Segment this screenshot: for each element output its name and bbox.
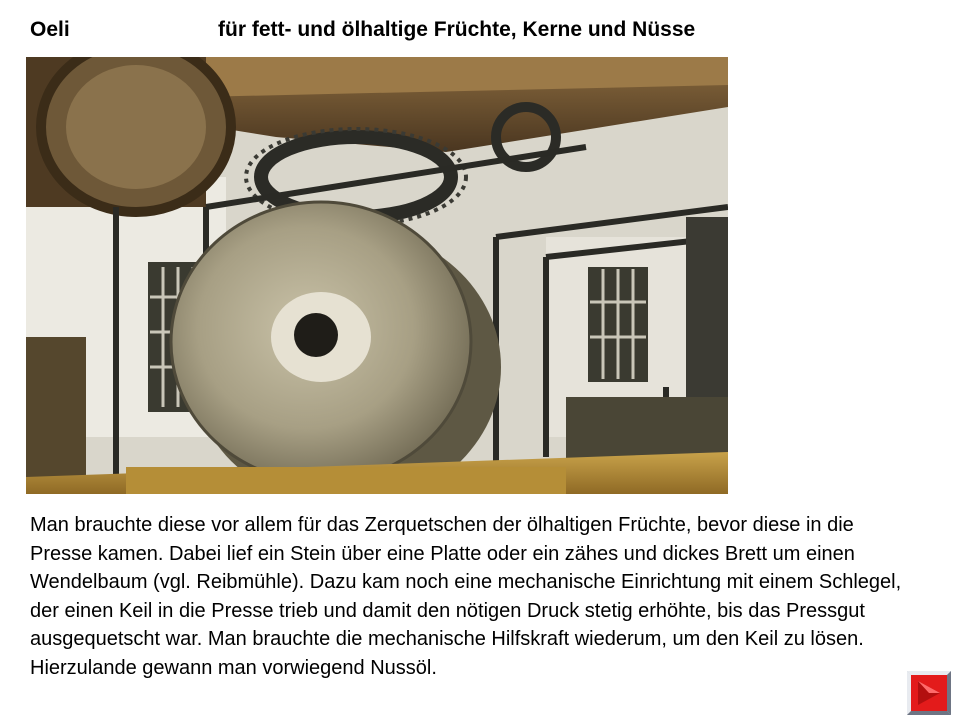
next-slide-button[interactable] [907,671,951,715]
description-paragraph: Man brauchte diese vor allem für das Zerquetschen der ölhaltigen Früchte, bevor diese in die Presse kamen. Dabei lief ein Stein über eine Platte oder ein zähes und dickes Brett um einen Wendelbaum (vgl. Reibmühle). Dazu kam noch eine mechanische Einrichtung mit einem Schlegel, der einen Keil in die Presse trieb und damit den nötigen Druck stetig erhöhte, bis das Pressgut ausgequetscht war. Man brauchte die mechanische Hilfskraft wiederum, um den Keil zu lösen. Hierzulande gewann man vorwiegend Nussöl. [30,514,902,679]
page-title: Oeli [30,18,70,41]
play-next-icon [907,671,951,715]
page-subtitle: für fett- und ölhaltige Früchte, Kerne und Nüsse [218,18,696,41]
oil-mill-photo [26,57,728,494]
